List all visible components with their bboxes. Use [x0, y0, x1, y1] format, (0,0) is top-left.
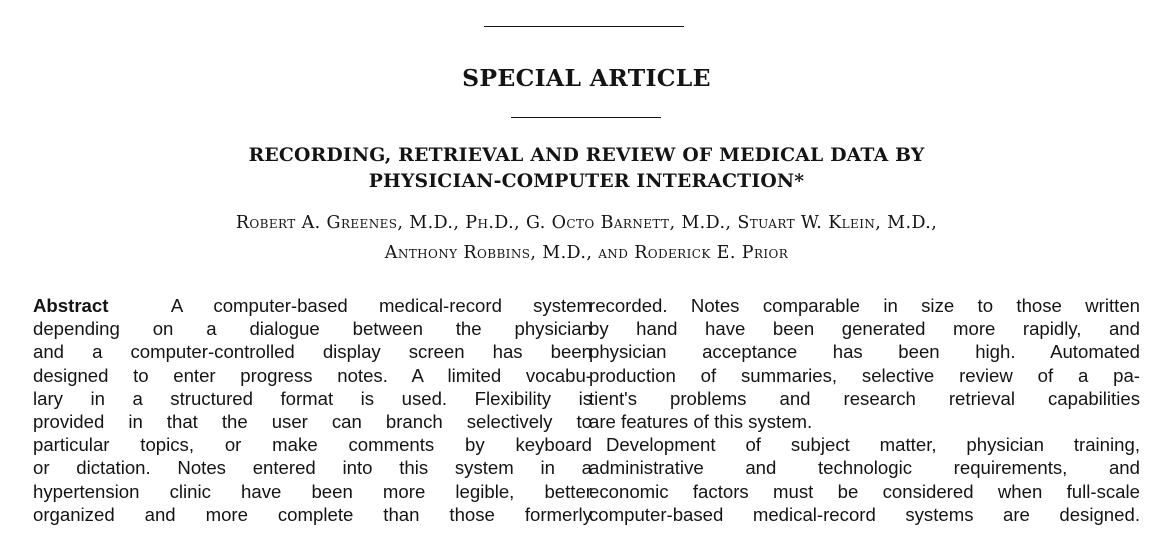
section-rule: [511, 117, 661, 118]
abstract-line: computer-based medical-record systems are designed.: [589, 503, 1140, 525]
article-title-line: RECORDING, RETRIEVAL AND REVIEW OF MEDICAL DATA BY: [248, 144, 925, 166]
abstract-line: administrative and technologic requirements, and: [589, 457, 1140, 479]
abstract-line: recorded. Notes comparable in size to those written: [589, 295, 1140, 316]
author-line: Anthony Robbins, M.D., and Roderick E. Prior: [384, 243, 789, 263]
abstract-line: are features of this system.: [589, 410, 813, 432]
abstract-line: physician acceptance has been high. Automated: [589, 341, 1140, 363]
section-label: SPECIAL ARTICLE: [462, 64, 711, 92]
abstract-line: or dictation. Notes entered into this system in a: [33, 457, 592, 479]
abstract-line: provided in that the user can branch selectively to: [33, 410, 592, 432]
abstract-line: production of summaries, selective review of a pa-: [589, 364, 1140, 386]
top-rule: [484, 26, 684, 27]
abstract-text: A computer-based medical-record system: [170, 295, 592, 316]
article-title-line: PHYSICIAN-COMPUTER INTERACTION*: [368, 170, 805, 192]
abstract-line: by hand have been generated more rapidly, and: [589, 318, 1140, 340]
abstract-line: particular topics, or make comments by keyboard: [33, 434, 592, 456]
abstract-line: designed to enter progress notes. A limited vocabu-: [33, 364, 592, 386]
abstract-line: Development of subject matter, physician training,: [606, 434, 1140, 456]
abstract-left-column: [33, 294, 592, 526]
abstract-line: tient's problems and research retrieval capabilities: [589, 387, 1140, 409]
abstract-line: hypertension clinic have been more legible, better: [33, 480, 592, 502]
abstract-line: lary in a structured format is used. Flexibility is: [33, 387, 592, 409]
abstract-line: economic factors must be considered when full-scale: [589, 480, 1140, 502]
abstract-line: organized and more complete than those formerly: [33, 503, 592, 525]
abstract-line: [33, 294, 592, 317]
abstract-label: Abstract: [33, 295, 109, 316]
abstract-line: depending on a dialogue between the physician: [33, 318, 592, 340]
abstract-line: and a computer-controlled display screen has been: [33, 341, 592, 363]
abstract-right-column: [589, 294, 1140, 526]
author-line: Robert A. Greenes, M.D., Ph.D., G. Octo Barnett, M.D., Stuart W. Klein, M.D.,: [235, 213, 938, 233]
